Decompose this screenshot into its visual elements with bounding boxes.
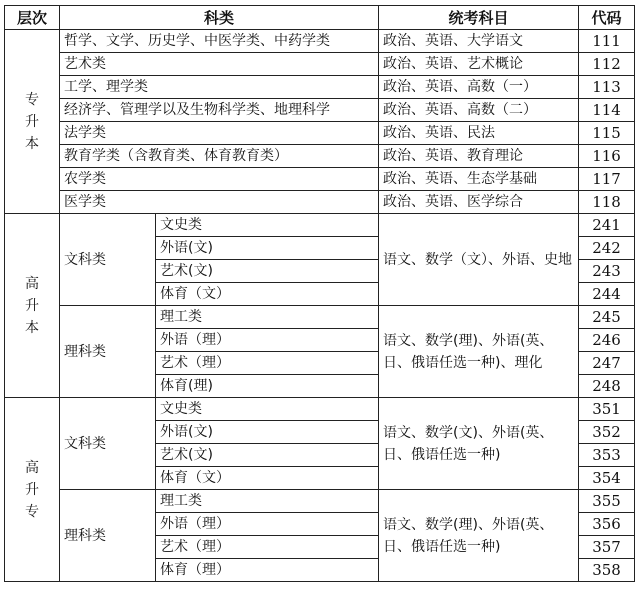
- table-row: [5, 76, 635, 99]
- code-cell: 351: [579, 398, 635, 421]
- level-label: 高升专: [25, 459, 39, 520]
- code-cell: 353: [579, 444, 635, 467]
- subject-cell: 医学类: [60, 191, 379, 214]
- subject-cell: 艺术（理）: [156, 352, 379, 375]
- code-cell: 247: [579, 352, 635, 375]
- subject-cell: 文史类: [156, 398, 379, 421]
- subject-cell: 工学、理学类: [60, 76, 379, 99]
- level-cell-zsb: [5, 30, 60, 214]
- level-cell-gsz: [5, 398, 60, 582]
- subject-cell: 法学类: [60, 122, 379, 145]
- exams-cell: 政治、英语、民法: [379, 122, 579, 145]
- table-row: [5, 122, 635, 145]
- code-cell: 245: [579, 306, 635, 329]
- table-row: [5, 30, 635, 53]
- code-cell: 244: [579, 283, 635, 306]
- exams-cell: 政治、英语、生态学基础: [379, 168, 579, 191]
- header-exams: 统考科目: [379, 6, 579, 30]
- subject-cell: 体育(理): [156, 375, 379, 398]
- subject-cell: 农学类: [60, 168, 379, 191]
- subject-cell: 经济学、管理学以及生物科学类、地理科学: [60, 99, 379, 122]
- code-cell: 112: [579, 53, 635, 76]
- exams-cell: 语文、数学(文)、外语(英、日、俄语任选一种): [379, 398, 579, 490]
- table-row: [5, 191, 635, 214]
- exams-cell: 语文、数学(理)、外语(英、日、俄语任选一种): [379, 490, 579, 582]
- level-label: 专升本: [25, 91, 39, 152]
- table-row: [5, 306, 635, 329]
- header-code: 代码: [579, 6, 635, 30]
- subject-cell: 体育（理）: [156, 559, 379, 582]
- exams-cell: 语文、数学（文）、外语、史地: [379, 214, 579, 306]
- exams-cell: 语文、数学(理)、外语(英、日、俄语任选一种)、理化: [379, 306, 579, 398]
- table-row: [5, 168, 635, 191]
- subject-cell: 理工类: [156, 306, 379, 329]
- header-row: [5, 6, 635, 30]
- subject-cell: 艺术类: [60, 53, 379, 76]
- subject-cell: 艺术（理）: [156, 536, 379, 559]
- code-cell: 117: [579, 168, 635, 191]
- exam-subject-code-table: [4, 5, 635, 582]
- code-cell: 114: [579, 99, 635, 122]
- code-cell: 116: [579, 145, 635, 168]
- subject-cell: 体育（文）: [156, 467, 379, 490]
- code-cell: 118: [579, 191, 635, 214]
- table-row: [5, 53, 635, 76]
- subject-cell: 教育学类（含教育类、体育教育类）: [60, 145, 379, 168]
- table-row: [5, 145, 635, 168]
- group-cell: 理科类: [60, 490, 156, 582]
- header-level: 层次: [5, 6, 60, 30]
- code-cell: 115: [579, 122, 635, 145]
- exams-cell: 政治、英语、医学综合: [379, 191, 579, 214]
- table-row: [5, 99, 635, 122]
- exams-cell: 政治、英语、高数（一）: [379, 76, 579, 99]
- code-cell: 243: [579, 260, 635, 283]
- table-row: [5, 490, 635, 513]
- code-cell: 352: [579, 421, 635, 444]
- table-row: [5, 214, 635, 237]
- code-cell: 354: [579, 467, 635, 490]
- subject-cell: 外语(文): [156, 237, 379, 260]
- code-cell: 355: [579, 490, 635, 513]
- group-cell: 理科类: [60, 306, 156, 398]
- code-cell: 357: [579, 536, 635, 559]
- code-cell: 242: [579, 237, 635, 260]
- exams-cell: 政治、英语、艺术概论: [379, 53, 579, 76]
- subject-cell: 外语(文): [156, 421, 379, 444]
- subject-cell: 体育（文）: [156, 283, 379, 306]
- subject-cell: 哲学、文学、历史学、中医学类、中药学类: [60, 30, 379, 53]
- code-cell: 111: [579, 30, 635, 53]
- subject-cell: 外语（理）: [156, 513, 379, 536]
- subject-cell: 理工类: [156, 490, 379, 513]
- code-cell: 356: [579, 513, 635, 536]
- subject-cell: 外语（理）: [156, 329, 379, 352]
- code-cell: 246: [579, 329, 635, 352]
- group-cell: 文科类: [60, 398, 156, 490]
- code-cell: 113: [579, 76, 635, 99]
- code-cell: 241: [579, 214, 635, 237]
- exams-cell: 政治、英语、高数（二）: [379, 99, 579, 122]
- group-cell: 文科类: [60, 214, 156, 306]
- header-subject: 科类: [60, 6, 379, 30]
- subject-cell: 艺术(文): [156, 260, 379, 283]
- code-cell: 358: [579, 559, 635, 582]
- exams-cell: 政治、英语、教育理论: [379, 145, 579, 168]
- exams-cell: 政治、英语、大学语文: [379, 30, 579, 53]
- level-label: 高升本: [25, 275, 39, 336]
- subject-cell: 艺术(文): [156, 444, 379, 467]
- level-cell-gsb: [5, 214, 60, 398]
- table-row: [5, 398, 635, 421]
- code-cell: 248: [579, 375, 635, 398]
- subject-cell: 文史类: [156, 214, 379, 237]
